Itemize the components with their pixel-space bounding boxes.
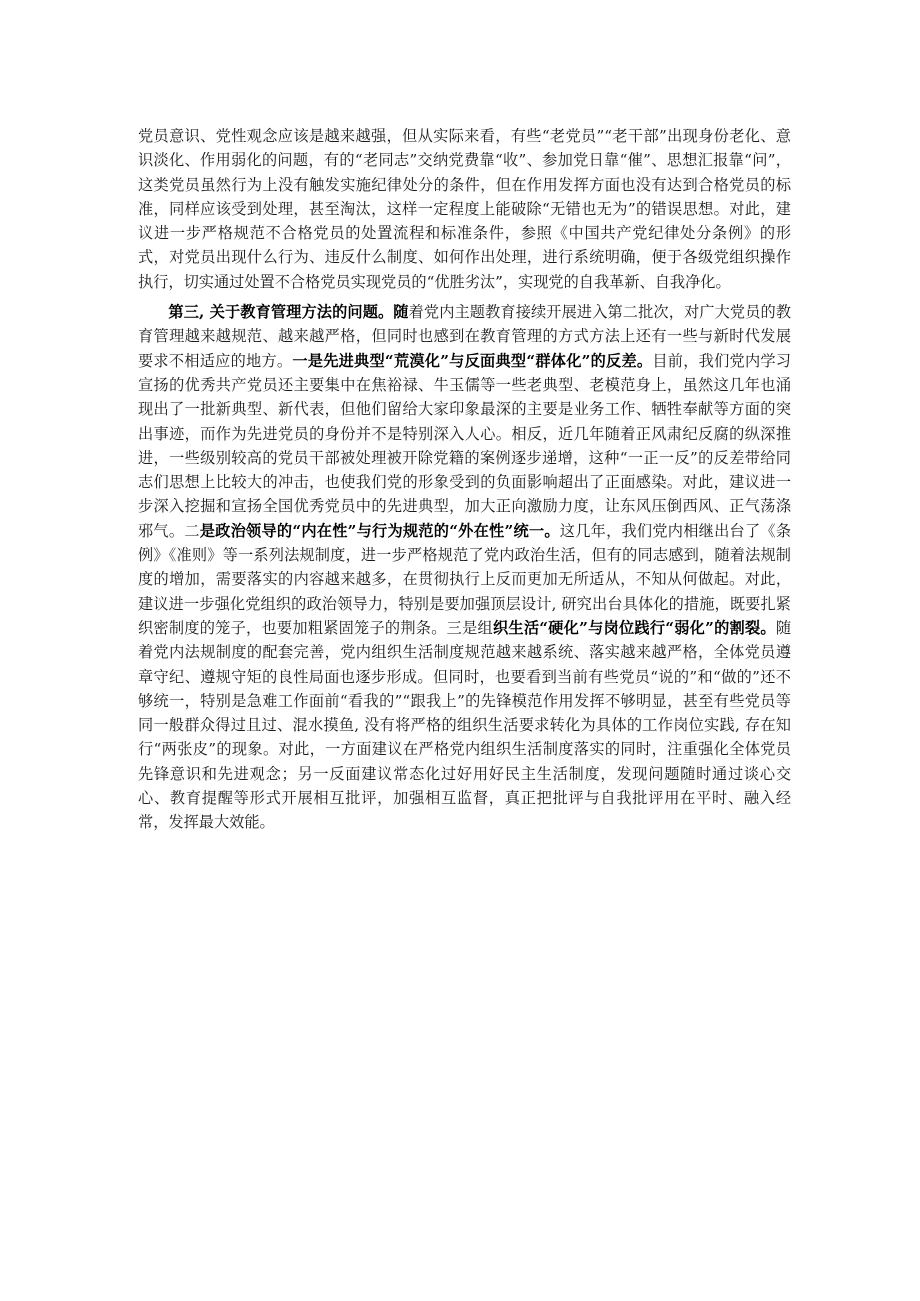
paragraph-text: 党员意识、党性观念应该是越来越强，但从实际来看，有些“老党员”“老干部”出现身份老化、意识淡化、作用弱化的问题，有的“老同志”交纳党费靠“收”、参加党日靠“催”、思想汇报靠“问”，这类党员虽然行为上没有触发实施纪律处分的条件，但在作用发挥方面也没有达到合格党员的标准，同样应该受到处理，甚至淘汰，这样一定程度上能破除“无错也无为”的错误思想。对此，建议进一步严格规范不合格党员的处置流程和标准条件，参照《中国共产党纪律处分条例》的形式，对党员出现什么行为、违反什么制度、如何作出处理，进行系统明确，便于各级党组织操作执行，切实通过处置不合格党员实现党员的“优胜劣汰”，实现党的自我革新、自我净化。 [138, 127, 791, 291]
paragraph-education-management [138, 300, 791, 835]
section-intro: 着党内主题教育接续开展进入第二批次，对广大党员的教育管理越来越规范、越来越严格，但同时也感到在教育管理的方式方法上还有一些与新时代发展要求不相适应的地方。 [138, 303, 791, 370]
point-one-title: 一是先进典型“荒漠化”与反面典型“群体化”的反差。 [292, 351, 653, 370]
point-three-body: 随着党内法规制度的配套完善，党内组织生活制度规范越来越系统、落实越来越严格，全体党员遵章守纪、遵规守矩的良性局面也逐步形成。但同时，也要看到当前有些党员“说的”和“做的”还不够统一，特别是急难工作面前“看我的”“跟我上”的先锋模范作用发挥不够明显，甚至有些党员等同一般群众得过且过、混水摸鱼, 没有将严格的组织生活要求转化为具体的工作岗位实践, 存在知行“两张皮”的现象。对此，一方面建议在严格党内组织生活制度落实的同时，注重强化全体党员先锋意识和先进观念；另一反面建议常态化过好用好民主生活制度，发现问题随时通过谈心交心、教育提醒等形式开展相互批评，加强相互监督，真正把批评与自我批评用在平时、融入经常，发挥最大效能。 [138, 618, 792, 832]
section-heading: 第三, 关于教育管理方法的问题。随 [168, 303, 409, 322]
paragraph-party-awareness [138, 124, 791, 294]
point-two-body: 这几年，我们党内相继出台了《条例》《准则》等一系列法规制度，进一步严格规范了党内政治生活，但有的同志感到，随着法规制度的增加，需要落实的内容越来越多，在贯彻执行上反而更加无所适从，不知从何做起。对此，建议进一步强化党组织的政治领导力，特别是要加强顶层设计, 研究出台具体化的措施，既要扎紧织密制度的笼子，也要加粗紧固笼子的荆条。 [138, 521, 792, 637]
point-two-title: 是政治领导的“内在性”与行为规范的“外在性”统一。 [199, 521, 560, 540]
point-two-prefix: 二 [184, 521, 200, 540]
point-three-title: 织生活“硬化”与岗位践行“弱化”的割裂。 [492, 618, 776, 637]
point-three-prefix: 三是组 [446, 618, 493, 637]
point-one-body: 目前，我们党内学习宣扬的优秀共产党员还主要集中在焦裕禄、牛玉儒等一些老典型、老模范身上，虽然这几年也涌现出了一批新典型、新代表，但他们留给大家印象最深的主要是业务工作、牺牲奉献等方面的突出事迹，而作为先进党员的身份并不是特别深入人心。相反，近几年随着正风肃纪反腐的纵深推进，一些级别较高的党员干部被处理被开除党籍的案例逐步递增，这种“一正一反”的反差带给同志们思想上比较大的冲击，也使我们党的形象受到的负面影响超出了正面感染。对此，建议进一步深入挖掘和宣扬全国优秀党员中的先进典型，加大正向激励力度，让东风压倒西风、正气荡涤邪气。 [138, 351, 791, 540]
document-body [138, 124, 791, 835]
